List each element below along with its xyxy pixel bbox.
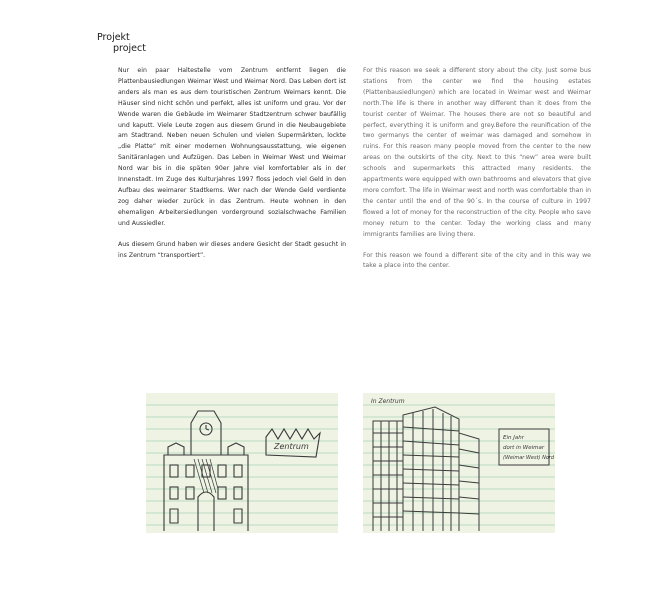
page-heading (97, 32, 146, 54)
english-paragraph-2: For this reason we found a different site of the city and in this way we take a place into the center. (363, 251, 591, 270)
english-text-column (363, 66, 591, 282)
sketch-label-center: Zentrum (274, 442, 309, 451)
sketch-corner-label: In Zentrum (371, 398, 405, 405)
german-paragraph-2: Aus diesem Grund haben wir dieses andere Gesicht der Stadt gesucht in ins Zentrum “transportiert”. (118, 240, 346, 259)
sketch-note-line-1: Ein Jahr (503, 435, 524, 441)
german-paragraph-1: Nur ein paar Haltestelle vom Zentrum entfernt liegen die Plattenbausiedlungen Weimar West und Weimar Nord. Das Leben dort ist anders als man es aus dem touristischen Zentrum Weimars kennt. Die Häuser sind nicht schön und perfekt, alles ist uniform und grau. Vor der Wende waren die Gebäude im Weimarer Stadtzentrum schwer baufällig und kaputt. Viele Leute zogen aus diesem Grund in die Neubaugebiete am Stadtrand. Neben neuen Schulen und vielen Supermärkten, lockte „die Platte“ mit einer modernen Wohnungsausstattung, wie eigenen Sanitäranlagen und Aufzügen. Das Leben in Weimar West und Weimar Nord war bis in die späten 90er Jahre viel komfortabler als in der Innenstadt. Im Zuge des Kulturjahres 1997 floss jedoch viel Geld in den Aufbau des weimarer Stadtkerns. Wer nach der Wende Geld verdiente zog daher wieder zurück in das Zentrum. Heute wohnen in den ehemaligen Arbeitersiedlungen vorderground sozialschwache Familien und Aussiedler. (118, 67, 346, 227)
english-paragraph-1: For this reason we seek a different story about the city. Just some bus stations from the center we find the housing estates (Plattenbausiedlungen) which are located in Weimar west and Weimar north.The life is there in another way different than it does from the tourist center of Weimar. The houses there are not so beautiful and perfect, everything it is uniform and grey.Before the reunification of the two germanys the center of weimar was damaged and somehow in ruins. For this reason many people moved from the center to the new areas on the outskirts of the city. Next to this “new” area were built schools and supermarkets this attracted many residents. the appartments were equipped with own bathrooms and elevators that give more comfort. The life in Weimar west and north was comfortable than in the center until the end of the 90´s. In the course of culture in 1997 flowed a lot of money for the reconstruction of the city. People who save money return to the center. Today the working class and many immigrants families are living there. (363, 67, 591, 238)
sketch-note-line-3: (Weimar West) Nord (503, 455, 555, 461)
sketch-photo-estate (363, 393, 555, 533)
heading-subtitle: project (113, 43, 146, 54)
sketch-photo-center (146, 393, 338, 533)
sketch-note-line-2: dort in Weimar (503, 445, 545, 451)
german-text-column (118, 66, 346, 271)
heading-title: Projekt (97, 32, 130, 43)
